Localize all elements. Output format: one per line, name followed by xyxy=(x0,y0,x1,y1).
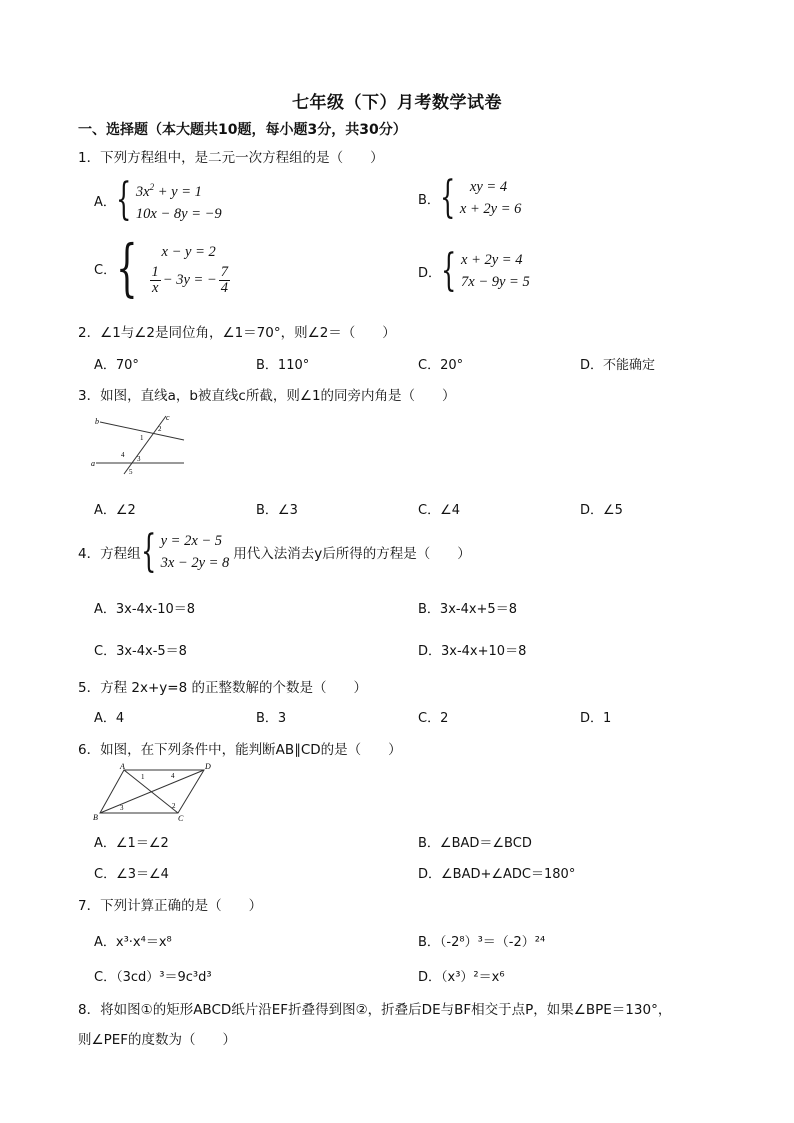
equation-system: y = 2x − 5 3x − 2y = 8 xyxy=(160,533,230,571)
q6-option-a: A．∠1＝∠2 xyxy=(94,836,169,851)
q4-option-a: A．3x-4x-10＝8 xyxy=(94,602,196,617)
q4-option-b: B．3x-4x+5＝8 xyxy=(418,602,517,617)
q2-option-a: A．70° xyxy=(94,358,139,373)
vertex-b: B xyxy=(93,813,98,822)
angle-1: 1 xyxy=(141,773,145,781)
q4-option-c: C．3x-4x-5＝8 xyxy=(94,644,187,659)
question-5-stem: 5．方程 2x+y=8 的正整数解的个数是（ ） xyxy=(78,680,367,696)
question-6-stem: 6．如图，在下列条件中，能判断AB∥CD的是（ ） xyxy=(78,742,402,758)
q3-option-b: B．∠3 xyxy=(256,503,298,518)
vertex-c: C xyxy=(178,814,184,823)
question-3-stem: 3．如图，直线a，b被直线c所截，则∠1的同旁内角是（ ） xyxy=(78,388,456,404)
option-label: C． xyxy=(94,262,117,278)
brace: { xyxy=(115,174,132,226)
q5-option-a: A．4 xyxy=(94,711,125,726)
angle-5: 5 xyxy=(129,468,133,476)
question-8-line-2: 则∠PEF的度数为（ ） xyxy=(78,1032,237,1048)
question-4-stem: 4．方程组 { y = 2x − 5 3x − 2y = 8 用代入法消去y后所得的方程是（ ） xyxy=(78,526,471,577)
q1-option-c xyxy=(94,231,232,304)
q1-option-b xyxy=(418,172,522,223)
brace: { xyxy=(140,526,156,577)
question-1-stem: 1．下列方程组中，是二元一次方程组的是（ ） xyxy=(78,150,384,166)
option-label: B． xyxy=(418,192,440,208)
diagonal-bd xyxy=(100,770,204,813)
angle-2: 2 xyxy=(172,802,176,810)
q3-option-d: D．∠5 xyxy=(580,503,623,518)
option-label: D． xyxy=(418,265,442,281)
q1-option-a xyxy=(94,176,222,225)
question-2-stem: 2．∠1与∠2是同位角，∠1＝70°，则∠2＝（ ） xyxy=(78,325,396,341)
angle-3: 3 xyxy=(120,804,124,812)
equation-system: x − y = 2 $\frac{1}{x}$ − 3y = − $\frac{7}{4}$ xyxy=(151,243,228,296)
brace: { xyxy=(439,172,456,223)
q7-option-a: A．x³·x⁴＝x⁸ xyxy=(94,935,172,950)
angle-4: 4 xyxy=(171,772,175,780)
q5-option-b: B．3 xyxy=(256,711,287,726)
angle-2: 2 xyxy=(158,425,162,433)
q7-option-b: B．（-2⁸）³＝（-2）²⁴ xyxy=(418,935,546,950)
equation-system: $3x^2 + y = 1$ 10x − 8y = −9 xyxy=(135,182,222,222)
q6-option-c: C．∠3＝∠4 xyxy=(94,867,169,882)
q1-option-d xyxy=(418,245,530,296)
label-c: c xyxy=(166,413,170,422)
angle-4: 4 xyxy=(121,451,125,459)
q2-option-d: D．不能确定 xyxy=(580,358,656,373)
page-title: 七年级（下）月考数学试卷 xyxy=(292,93,502,113)
q5-option-c: C．2 xyxy=(418,711,449,726)
q5-option-d: D．1 xyxy=(580,711,612,726)
brace: { xyxy=(441,245,457,296)
question-7-stem: 7．下列计算正确的是（ ） xyxy=(78,898,263,914)
q6-figure xyxy=(92,762,212,824)
label-a: a xyxy=(91,459,95,468)
vertex-d: D xyxy=(205,762,211,771)
q4-option-d: D．3x-4x+10＝8 xyxy=(418,644,527,659)
equation-system: xy = 4 x + 2y = 6 xyxy=(459,179,522,217)
angle-1: 1 xyxy=(140,434,144,442)
q7-option-c: C．（3cd）³＝9c³d³ xyxy=(94,970,212,985)
angle-3: 3 xyxy=(137,455,141,463)
q6-option-b: B．∠BAD＝∠BCD xyxy=(418,836,532,851)
q7-option-d: D．（x³）²＝x⁶ xyxy=(418,970,505,985)
label-b: b xyxy=(95,417,99,426)
vertex-a: A xyxy=(120,762,125,771)
equation-system: x + 2y = 4 7x − 9y = 5 xyxy=(461,252,530,290)
q3-option-c: C．∠4 xyxy=(418,503,461,518)
section-heading: 一、选择题（本大题共10题，每小题3分，共30分） xyxy=(78,122,407,138)
q2-option-c: C．20° xyxy=(418,358,464,373)
brace: { xyxy=(116,231,138,304)
q2-option-b: B．110° xyxy=(256,358,310,373)
q6-option-d: D．∠BAD+∠ADC＝180° xyxy=(418,867,576,882)
option-label: A． xyxy=(94,194,116,210)
question-8-line-1: 8．将如图①的矩形ABCD纸片沿EF折叠得到图②，折叠后DE与BF相交于点P，如果∠BPE＝130°， xyxy=(78,1002,672,1018)
q3-option-a: A．∠2 xyxy=(94,503,136,518)
q3-figure xyxy=(90,410,190,480)
